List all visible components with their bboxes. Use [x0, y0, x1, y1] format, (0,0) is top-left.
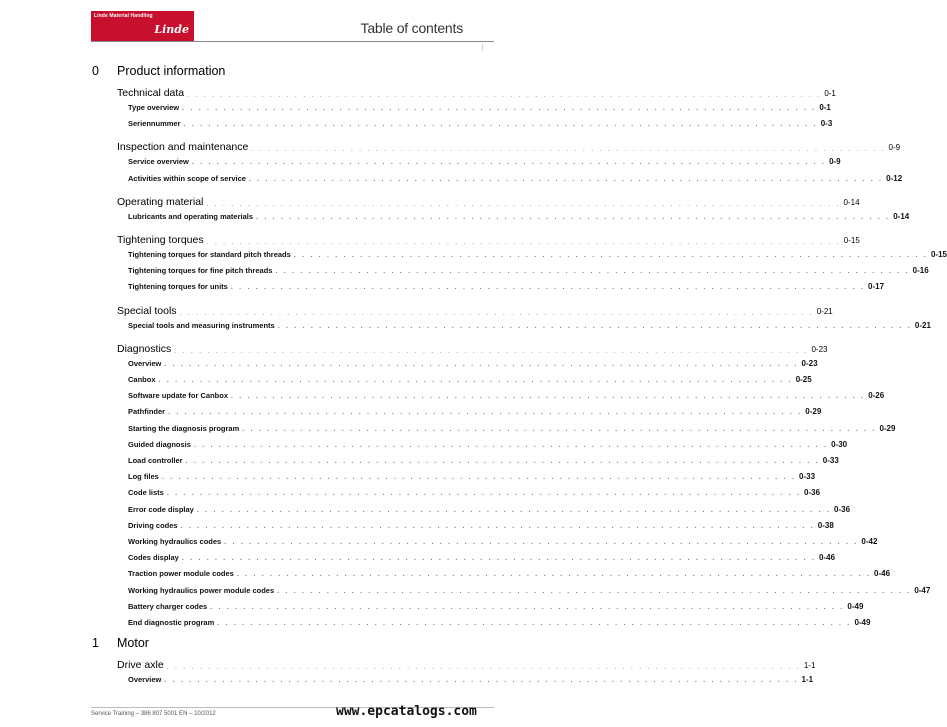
- toc-subsection-entry[interactable]: [128, 320, 931, 330]
- dot-leader: . . . . . . . . . . . . . . . . . . . . . . . . . . . . . . . . . . . . . . . . . . . . . . . . . . . . . . . . . . . . . . . . . . . . . . . . . . . . .: [164, 360, 799, 368]
- toc-entry-page: 1-1: [801, 675, 814, 684]
- toc-entry-title: Load controller: [128, 456, 183, 465]
- dot-leader: . . . . . . . . . . . . . . . . . . . . . . . . . . . . . . . . . . . . . . . . . . . . . . . . . . . . . . . . . . . . . . . . . . . . . . . . . . . . .: [224, 539, 859, 546]
- toc-subsection-entry[interactable]: [128, 282, 885, 292]
- toc-entry-title: Canbox: [128, 375, 156, 384]
- dot-leader: . . . . . . . . . . . . . . . . . . . . . . . . . . . . . . . . . . . . . . . . . . . . . . . . . . . . . . . . . . . . . . . . . . . . . . . . . . . . .: [187, 92, 822, 99]
- toc-entry-page: 0-33: [799, 472, 816, 482]
- toc-entry-title: Diagnostics: [117, 342, 172, 355]
- dot-leader: . . . . . . . . . . . . . . . . . . . . . . . . . . . . . . . . . . . . . . . . . . . . . . . . . . . . . . . . . . . . . . . . . . . . . . . . . . . . .: [196, 506, 832, 514]
- toc-entry-title: Type overview: [128, 103, 180, 112]
- toc-entry-page: 0-15: [930, 250, 947, 259]
- chapter-title: Product information: [117, 64, 226, 78]
- toc-entry-page: 0-14: [893, 211, 910, 221]
- page-title: Table of contents: [360, 20, 463, 36]
- dot-leader: . . . . . . . . . . . . . . . . . . . . . . . . . . . . . . . . . . . . . . . . . . . . . . . . . . . . . . . . . . . . . . . . . . . . . . . . . . . . .: [191, 159, 827, 167]
- dot-leader: . . . . . . . . . . . . . . . . . . . . . . . . . . . . . . . . . . . . . . . . . . . . . . . . . . . . . . . . . . . . . . . . . . . . . . . . . . . . .: [180, 522, 815, 530]
- toc-entry-page: 0-29: [805, 407, 822, 417]
- dot-leader: . . . . . . . . . . . . . . . . . . . . . . . . . . . . . . . . . . . . . . . . . . . . . . . . . . . . . . . . . . . . . . . . . . . . . . . . . . . . .: [185, 458, 820, 465]
- toc-subsection-entry[interactable]: [128, 157, 841, 167]
- dot-leader: . . . . . . . . . . . . . . . . . . . . . . . . . . . . . . . . . . . . . . . . . . . . . . . . . . . . . . . . . . . . . . . . . . . . . . . . . . . . .: [182, 105, 817, 112]
- toc-section-entry[interactable]: [117, 87, 836, 99]
- toc-subsection-entry[interactable]: [128, 423, 896, 433]
- toc-entry-title: Starting the diagnosis program: [128, 423, 240, 433]
- brand-small-text: Linde Material Handling: [94, 13, 153, 19]
- toc-entry-title: Tightening torques for fine pitch threads: [128, 266, 273, 276]
- toc-section-entry[interactable]: [117, 195, 860, 208]
- toc-entry-page: 0-23: [801, 358, 818, 368]
- toc-section-entry[interactable]: [117, 304, 833, 317]
- toc-entry-title: Special tools and measuring instruments: [128, 320, 275, 330]
- toc-subsection-entry[interactable]: [128, 520, 834, 530]
- toc-subsection-entry[interactable]: [128, 103, 831, 112]
- dot-leader: . . . . . . . . . . . . . . . . . . . . . . . . . . . . . . . . . . . . . . . . . . . . . . . . . . . . . . . . . . . . . . . . . . . . . . . . . . . . .: [166, 490, 802, 498]
- toc-entry-title: Error code display: [128, 504, 194, 514]
- toc-entry-page: 0-25: [795, 375, 812, 384]
- toc-entry-page: 0-47: [914, 585, 931, 595]
- toc-entry-page: 0-46: [819, 553, 836, 563]
- toc-entry-title: Tightening torques: [117, 234, 204, 246]
- toc-entry-title: Seriennummer: [128, 119, 181, 129]
- toc-subsection-entry[interactable]: [128, 266, 929, 276]
- toc-entry-title: Software update for Canbox: [128, 391, 229, 401]
- dot-leader: . . . . . . . . . . . . . . . . . . . . . . . . . . . . . . . . . . . . . . . . . . . . . . . . . . . . . . . . . . . . . . . . . . . . . . . . . . . . .: [158, 377, 793, 384]
- dot-leader: . . . . . . . . . . . . . . . . . . . . . . . . . . . . . . . . . . . . . . . . . . . . . . . . . . . . . . . . . . . . . . . . . . . . . . . . . . . . .: [242, 425, 877, 433]
- toc-subsection-entry[interactable]: [128, 439, 848, 449]
- dot-leader: . . . . . . . . . . . . . . . . . . . . . . . . . . . . . . . . . . . . . . . . . . . . . . . . . . . . . . . . . . . . . . . . . . . . . . . . . . . . .: [277, 587, 912, 595]
- footer-watermark-url[interactable]: www.epcatalogs.com: [336, 704, 477, 719]
- toc-entry-title: Tightening torques for standard pitch threads: [128, 250, 291, 259]
- toc-entry-title: Lubricants and operating materials: [128, 211, 254, 221]
- dot-leader: . . . . . . . . . . . . . . . . . . . . . . . . . . . . . . . . . . . . . . . . . . . . . . . . . . . . . . . . . . . . . . . . . . . . . . . . . . . . .: [166, 664, 801, 671]
- toc-entry-page: 0-46: [874, 569, 891, 579]
- toc-entry-page: 0-21: [914, 320, 931, 330]
- dot-leader: . . . . . . . . . . . . . . . . . . . . . . . . . . . . . . . . . . . . . . . . . . . . . . . . . . . . . . . . . . . . . . . . . . . . . . . . . . . . .: [183, 121, 818, 129]
- toc-entry-page: 0-33: [822, 456, 839, 465]
- toc-entry-title: End diagnostic program: [128, 618, 215, 627]
- toc-entry-page: 0-21: [816, 306, 833, 316]
- toc-entry-page: 0-12: [886, 173, 903, 183]
- toc-section-entry[interactable]: [117, 234, 860, 246]
- toc-subsection-entry[interactable]: [128, 456, 839, 465]
- toc-entry-page: 0-17: [868, 282, 885, 292]
- toc-section-entry[interactable]: [117, 141, 901, 154]
- toc-subsection-entry[interactable]: [128, 375, 812, 384]
- toc-entry-title: Special tools: [117, 304, 177, 317]
- toc-entry-page: 0-23: [811, 344, 828, 354]
- toc-subsection-entry[interactable]: [128, 173, 903, 183]
- toc-entry-title: Drive axle: [117, 659, 164, 671]
- toc-subsection-entry[interactable]: [128, 488, 821, 498]
- toc-entry-title: Working hydraulics codes: [128, 537, 222, 546]
- toc-entry-page: 0-3: [820, 119, 833, 129]
- toc-subsection-entry[interactable]: [128, 391, 885, 401]
- toc-entry-page: 1-1: [803, 661, 816, 670]
- toc-subsection-entry[interactable]: [128, 569, 891, 579]
- dot-leader: . . . . . . . . . . . . . . . . . . . . . . . . . . . . . . . . . . . . . . . . . . . . . . . . . . . . . . . . . . . . . . . . . . . . . . . . . . . . .: [210, 603, 845, 611]
- toc-entry-title: Overview: [128, 675, 162, 684]
- toc-entry-page: 0-29: [879, 423, 896, 433]
- toc-entry-page: 0-49: [854, 618, 871, 627]
- toc-entry-title: Battery charger codes: [128, 601, 208, 611]
- toc-entry-title: Pathfinder: [128, 407, 166, 417]
- toc-entry-page: 0-42: [861, 537, 878, 546]
- toc-subsection-entry[interactable]: [128, 407, 822, 417]
- dot-leader: . . . . . . . . . . . . . . . . . . . . . . . . . . . . . . . . . . . . . . . . . . . . . . . . . . . . . . . . . . . . . . . . . . . . . . . . . . . . .: [161, 474, 797, 482]
- toc-entry-page: 0-30: [831, 439, 848, 449]
- toc-section-entry[interactable]: [117, 342, 828, 355]
- toc-entry-page: 0-36: [834, 504, 851, 514]
- toc-entry-page: 0-26: [868, 391, 885, 401]
- dot-leader: . . . . . . . . . . . . . . . . . . . . . . . . . . . . . . . . . . . . . . . . . . . . . . . . . . . . . . . . . . . . . . . . . . . . . . . . . . . . .: [251, 146, 886, 154]
- toc-subsection-entry[interactable]: [128, 537, 878, 546]
- toc-entry-title: Overview: [128, 358, 162, 368]
- dot-leader: . . . . . . . . . . . . . . . . . . . . . . . . . . . . . . . . . . . . . . . . . . . . . . . . . . . . . . . . . . . . . . . . . . . . . . . . . . . . .: [181, 555, 817, 563]
- dot-leader: . . . . . . . . . . . . . . . . . . . . . . . . . . . . . . . . . . . . . . . . . . . . . . . . . . . . . . . . . . . . . . . . . . . . . . . . . . . . .: [236, 571, 872, 579]
- toc-section-entry[interactable]: [117, 659, 816, 671]
- toc-entry-title: Operating material: [117, 195, 204, 208]
- toc-subsection-entry[interactable]: [128, 472, 816, 482]
- dot-leader: . . . . . . . . . . . . . . . . . . . . . . . . . . . . . . . . . . . . . . . . . . . . . . . . . . . . . . . . . . . . . . . . . . . . . . . . . . . . .: [168, 409, 803, 417]
- toc-entry-page: 0-14: [843, 197, 860, 207]
- toc-subsection-entry[interactable]: [128, 675, 814, 684]
- toc-entry-page: 0-16: [912, 266, 929, 276]
- dot-leader: . . . . . . . . . . . . . . . . . . . . . . . . . . . . . . . . . . . . . . . . . . . . . . . . . . . . . . . . . . . . . . . . . . . . . . . . . . . . .: [256, 213, 891, 221]
- toc-entry-page: 0-38: [817, 520, 834, 530]
- toc-subsection-entry[interactable]: [128, 618, 871, 627]
- toc-entry-title: Log files: [128, 472, 159, 482]
- dot-leader: . . . . . . . . . . . . . . . . . . . . . . . . . . . . . . . . . . . . . . . . . . . . . . . . . . . . . . . . . . . . . . . . . . . . . . . . . . . . .: [174, 347, 809, 355]
- toc-entry-page: 0-1: [824, 89, 836, 98]
- toc-entry-title: Working hydraulics power module codes: [128, 585, 275, 595]
- chapter-number: 0: [92, 64, 99, 78]
- dot-leader: . . . . . . . . . . . . . . . . . . . . . . . . . . . . . . . . . . . . . . . . . . . . . . . . . . . . . . . . . . . . . . . . . . . . . . . . . . . . .: [275, 268, 910, 276]
- toc-entry-title: Driving codes: [128, 520, 178, 530]
- toc-entry-title: Tightening torques for units: [128, 282, 228, 292]
- toc-entry-page: 0-49: [847, 601, 864, 611]
- toc-entry-title: Activities within scope of service: [128, 173, 246, 183]
- toc-entry-title: Guided diagnosis: [128, 439, 191, 449]
- toc-entry-page: 0-9: [829, 157, 841, 167]
- toc-subsection-entry[interactable]: [128, 504, 851, 514]
- dot-leader: . . . . . . . . . . . . . . . . . . . . . . . . . . . . . . . . . . . . . . . . . . . . . . . . . . . . . . . . . . . . . . . . . . . . . . . . . . . . .: [206, 200, 841, 208]
- dot-leader: . . . . . . . . . . . . . . . . . . . . . . . . . . . . . . . . . . . . . . . . . . . . . . . . . . . . . . . . . . . . . . . . . . . . . . . . . . . . .: [164, 677, 799, 684]
- toc-subsection-entry[interactable]: [128, 119, 833, 129]
- dot-leader: . . . . . . . . . . . . . . . . . . . . . . . . . . . . . . . . . . . . . . . . . . . . . . . . . . . . . . . . . . . . . . . . . . . . . . . . . . . . .: [230, 284, 866, 292]
- toc-subsection-entry[interactable]: [128, 553, 836, 563]
- toc-subsection-entry[interactable]: [128, 601, 864, 611]
- toc-entry-title: Traction power module codes: [128, 569, 234, 579]
- toc-subsection-entry[interactable]: [128, 585, 931, 595]
- toc-entry-page: 0-15: [843, 236, 860, 245]
- footer-doc-info: Service Training – 386 807 5001 EN – 10/2012: [91, 711, 216, 717]
- dot-leader: . . . . . . . . . . . . . . . . . . . . . . . . . . . . . . . . . . . . . . . . . . . . . . . . . . . . . . . . . . . . . . . . . . . . . . . . . . . . .: [217, 620, 852, 627]
- toc-subsection-entry[interactable]: [128, 250, 947, 259]
- dot-leader: . . . . . . . . . . . . . . . . . . . . . . . . . . . . . . . . . . . . . . . . . . . . . . . . . . . . . . . . . . . . . . . . . . . . . . . . . . . . .: [293, 252, 928, 259]
- toc-entry-page: 0-36: [804, 488, 821, 498]
- toc-entry-page: 0-9: [888, 143, 901, 153]
- dot-leader: . . . . . . . . . . . . . . . . . . . . . . . . . . . . . . . . . . . . . . . . . . . . . . . . . . . . . . . . . . . . . . . . . . . . . . . . . . . . .: [248, 175, 884, 183]
- toc-entry-title: Codes display: [128, 553, 179, 563]
- dot-leader: . . . . . . . . . . . . . . . . . . . . . . . . . . . . . . . . . . . . . . . . . . . . . . . . . . . . . . . . . . . . . . . . . . . . . . . . . . . . .: [206, 239, 841, 246]
- toc-subsection-entry[interactable]: [128, 358, 818, 368]
- toc-entry-title: Service overview: [128, 157, 189, 167]
- toc-entry-title: Code lists: [128, 488, 164, 498]
- dot-leader: . . . . . . . . . . . . . . . . . . . . . . . . . . . . . . . . . . . . . . . . . . . . . . . . . . . . . . . . . . . . . . . . . . . . . . . . . . . . .: [231, 393, 866, 401]
- dot-leader: . . . . . . . . . . . . . . . . . . . . . . . . . . . . . . . . . . . . . . . . . . . . . . . . . . . . . . . . . . . . . . . . . . . . . . . . . . . . .: [179, 309, 814, 317]
- chapter-number: 1: [92, 636, 99, 650]
- dot-leader: . . . . . . . . . . . . . . . . . . . . . . . . . . . . . . . . . . . . . . . . . . . . . . . . . . . . . . . . . . . . . . . . . . . . . . . . . . . . .: [277, 322, 912, 330]
- toc-subsection-entry[interactable]: [128, 211, 910, 221]
- toc-entry-page: 0-1: [819, 103, 831, 112]
- linde-logo: Linde: [154, 23, 189, 36]
- page-marker: I: [481, 43, 484, 54]
- dot-leader: . . . . . . . . . . . . . . . . . . . . . . . . . . . . . . . . . . . . . . . . . . . . . . . . . . . . . . . . . . . . . . . . . . . . . . . . . . . . .: [193, 441, 829, 449]
- toc-entry-title: Technical data: [117, 87, 185, 99]
- toc-entry-title: Inspection and maintenance: [117, 141, 249, 154]
- chapter-title: Motor: [117, 636, 149, 650]
